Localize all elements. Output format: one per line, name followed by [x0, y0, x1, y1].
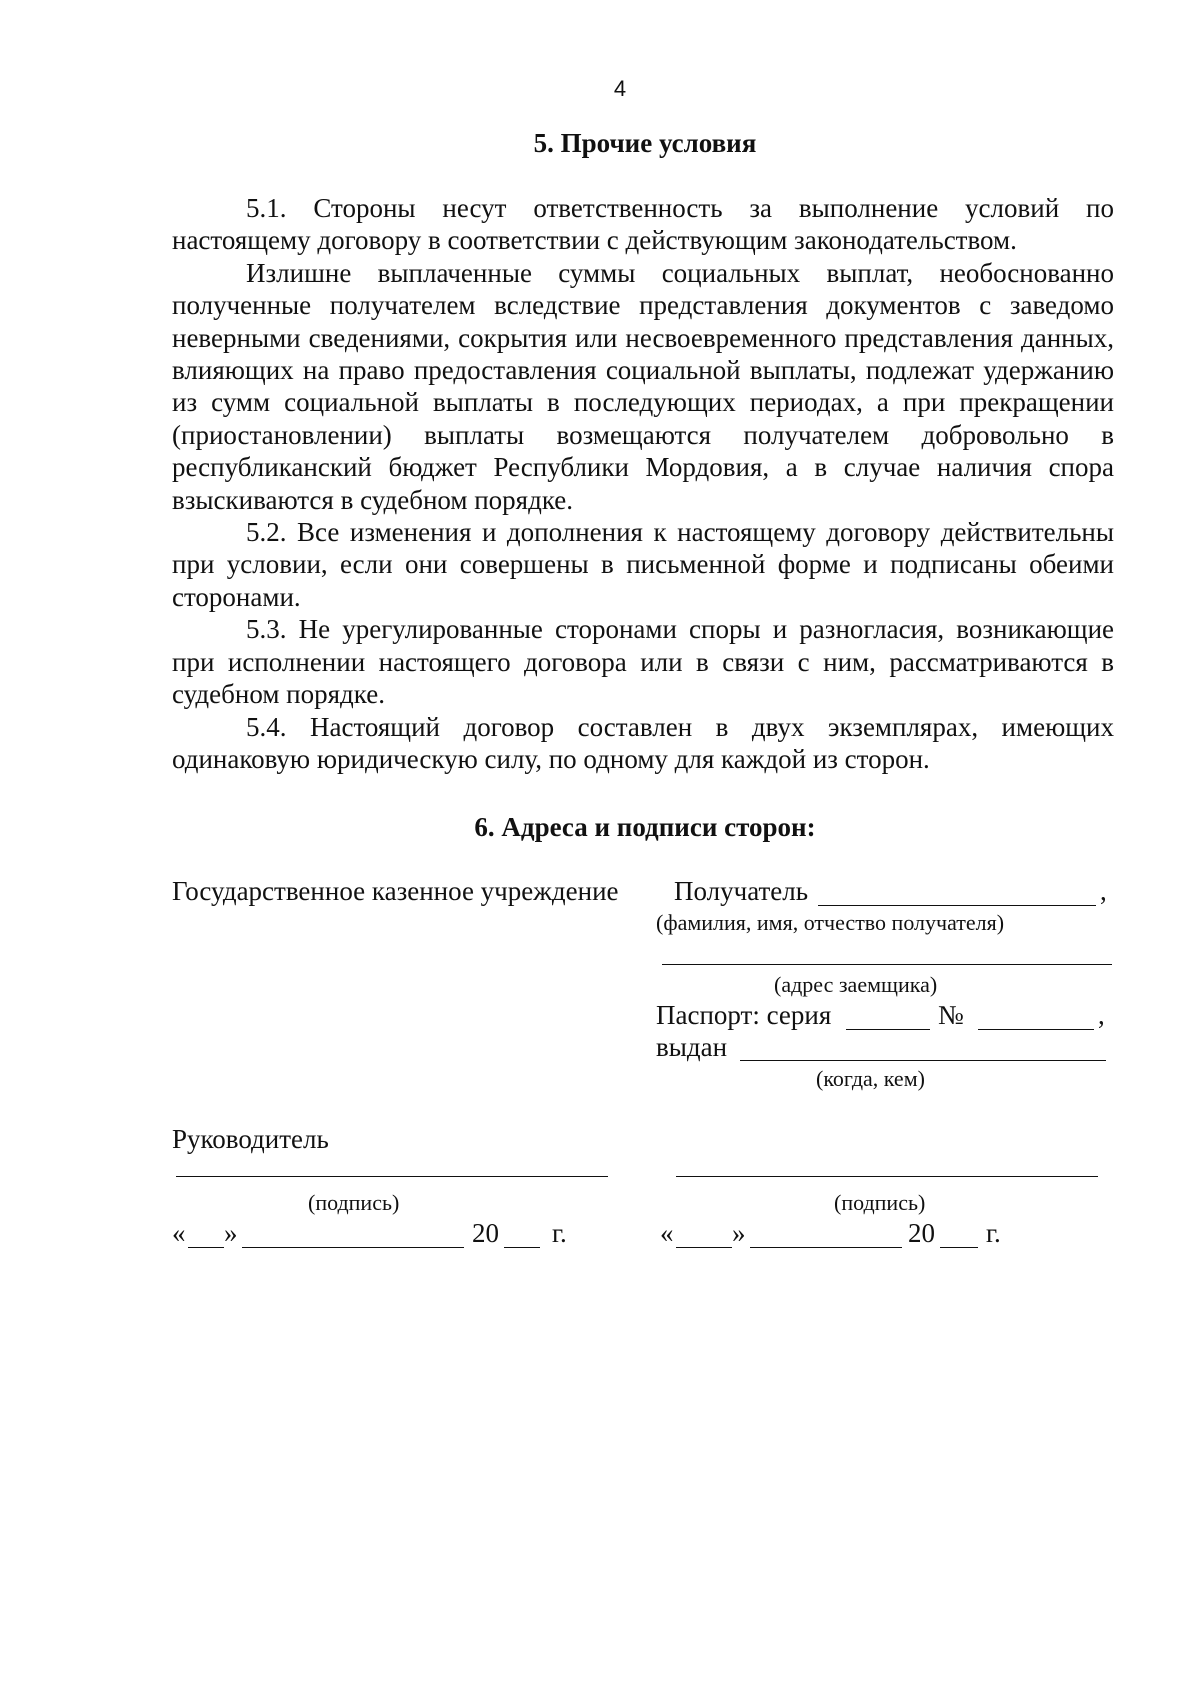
recipient-label: Получатель [674, 876, 809, 906]
right-date-month-blank [750, 1247, 902, 1248]
passport-number-sign: № [938, 1000, 964, 1030]
left-date-day-blank [188, 1247, 224, 1248]
left-date-open-quote: « [172, 1218, 186, 1248]
left-year-suffix: г. [552, 1218, 567, 1248]
section-6-title: 6. Адреса и подписи сторон: [474, 812, 816, 842]
address-line [662, 964, 1112, 965]
right-signature-caption: (подпись) [834, 1190, 926, 1215]
section-5-title: 5. Прочие условия [533, 128, 757, 158]
passport-label: Паспорт: серия [656, 1000, 832, 1030]
left-year-blank [504, 1247, 540, 1248]
left-signature-caption: (подпись) [308, 1190, 400, 1215]
recipient-caption: (фамилия, имя, отчество получателя) [656, 910, 1005, 935]
right-year-prefix: 20 [908, 1218, 935, 1248]
address-caption: (адрес заемщика) [774, 972, 938, 997]
organization-name: Государственное казенное учреждение [172, 876, 619, 906]
head-label: Руководитель [172, 1124, 329, 1154]
passport-series-blank [846, 1029, 930, 1030]
clause-5-4: 5.4. Настоящий договор составлен в двух экземплярах, имеющих одинаковую юридическую силу, по одному для каждой из сторон. [172, 711, 1114, 774]
recipient-name-line [818, 905, 1096, 906]
clause-5-1-overpayment: Излишне выплаченные суммы социальных выплат, необоснованно полученные получателем вследствие представления документов с заведомо неверными сведениями, сокрытия или несвоевременного представления данных, влияющих на право предоставления социальной выплаты, подлежат удержанию из сумм социальной выплаты в последующих периодах, а при прекращении (приостановлении) выплаты возмещаются получателем добровольно в республиканский бюджет Республики Мордовия, а в случае наличия спора взыскиваются в судебном порядке. [172, 257, 1114, 515]
recipient-comma: , [1100, 876, 1107, 906]
passport-comma: , [1098, 1000, 1105, 1030]
right-year-blank [940, 1247, 978, 1248]
left-signature-line [176, 1176, 608, 1177]
right-date-day-blank [676, 1247, 732, 1248]
issued-line [740, 1060, 1106, 1061]
clause-5-2: 5.2. Все изменения и дополнения к настоящему договору действительны при условии, если они совершены в письменной форме и подписаны обеими сторонами. [172, 517, 1114, 612]
right-date-open-quote: « [660, 1218, 674, 1248]
issued-caption: (когда, кем) [816, 1066, 925, 1091]
right-signature-line [676, 1176, 1098, 1177]
clause-5-3: 5.3. Не урегулированные сторонами споры и разногласия, возникающие при исполнении настоящего договора или в связи с ним, рассматриваются в судебном порядке. [172, 614, 1114, 710]
left-date-month-blank [242, 1247, 464, 1248]
page-number: 4 [613, 76, 627, 101]
section-5-body [172, 192, 1114, 775]
right-year-suffix: г. [986, 1218, 1001, 1248]
issued-label: выдан [656, 1032, 728, 1062]
left-year-prefix: 20 [472, 1218, 499, 1248]
left-date-close-quote: » [224, 1218, 238, 1248]
passport-number-blank [978, 1029, 1094, 1030]
right-date-close-quote: » [732, 1218, 746, 1248]
clause-5-1: 5.1. Стороны несут ответственность за выполнение условий по настоящему договору в соответствии с действующим законодательством. [172, 193, 1114, 256]
